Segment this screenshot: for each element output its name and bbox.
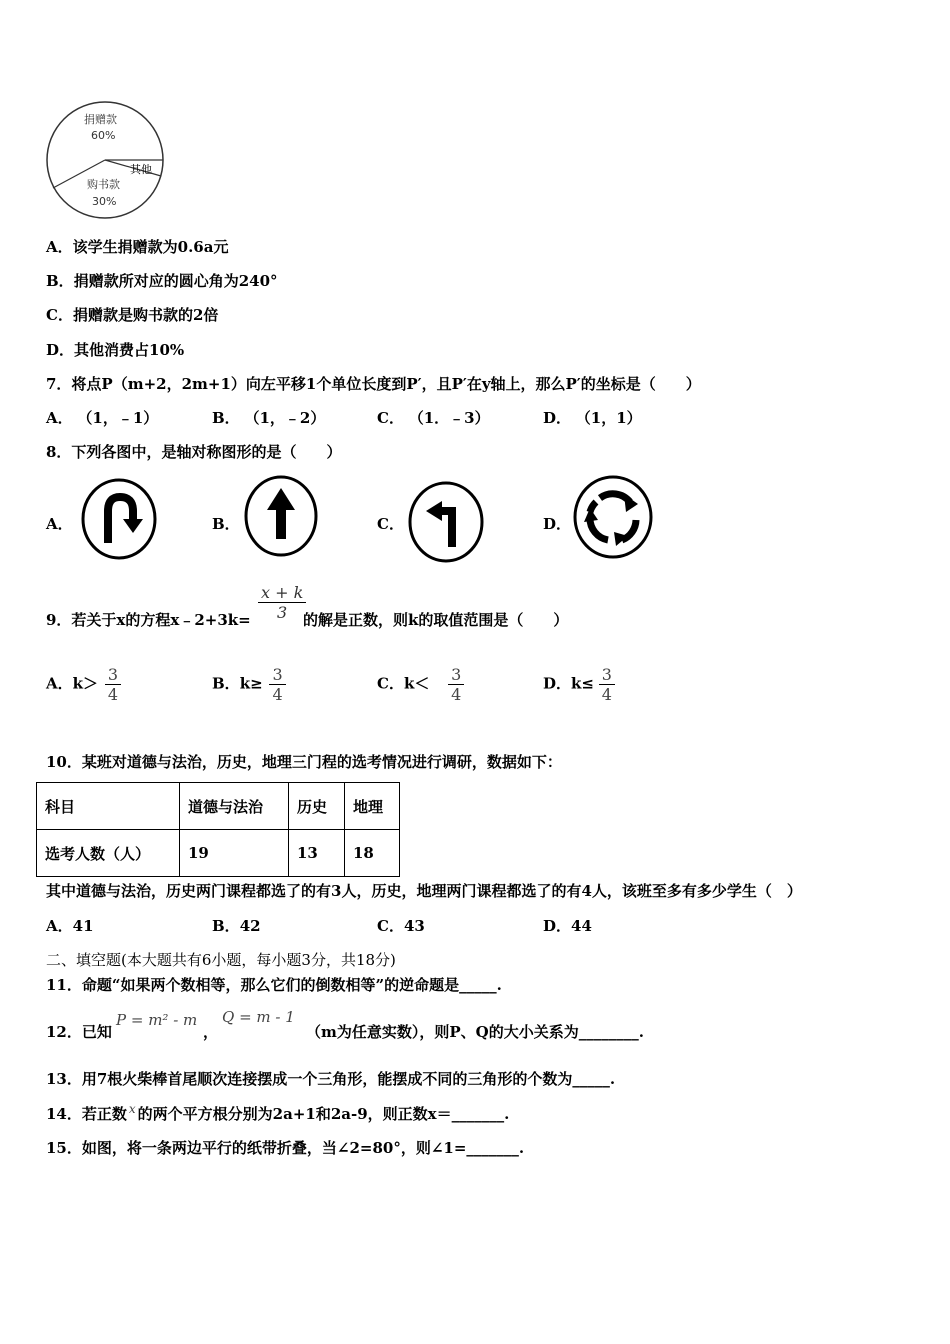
fraction-denominator: 4 [269, 684, 285, 704]
option-letter: A． [46, 917, 73, 935]
table-cell: 19 [180, 830, 289, 877]
option-text: （1，﹣2） [244, 409, 326, 427]
option-letter: B． [46, 272, 74, 290]
q10-table [36, 782, 400, 877]
q12-expr-q: Q = m - 1 [222, 1008, 295, 1026]
fraction-denominator: 3 [258, 602, 306, 622]
option-text: （1，1） [575, 409, 642, 427]
q8-option-c-letter: C． [377, 515, 404, 533]
q15-text: 15．如图，将一条两边平行的纸带折叠，当∠2=80°，则∠1=_______. [46, 1139, 525, 1157]
q10-stem: 10．某班对道德与法治，历史，地理三门程的选考情况进行调研，数据如下： [46, 753, 562, 771]
option-text: 43 [403, 917, 425, 935]
q9-option-a [46, 665, 121, 704]
roundabout-sign-icon [572, 474, 654, 564]
q8-option-b-letter: B． [212, 515, 240, 533]
fraction-denominator: 4 [448, 684, 464, 704]
option-letter: A． [46, 674, 73, 693]
option-letter: C． [46, 306, 73, 324]
left-turn-sign-icon [406, 479, 486, 569]
table-header-cell: 道德与法治 [180, 783, 289, 830]
pie-value-donation: 60% [91, 129, 116, 142]
q14-text [46, 1102, 509, 1124]
table-row [37, 830, 400, 877]
q8-option-a-letter: A． [46, 515, 73, 533]
q9-option-c [377, 665, 464, 704]
q10-option-a [46, 915, 94, 936]
fraction-denominator: 4 [105, 684, 121, 704]
option-letter: A． [46, 238, 73, 256]
option-letter: D． [543, 674, 572, 693]
table-cell: 13 [289, 830, 345, 877]
q7-option-d [543, 407, 642, 428]
up-arrow-sign-icon [243, 474, 319, 562]
q6-option-b [46, 270, 278, 291]
option-letter: D． [543, 917, 572, 935]
q14-var: x [128, 1102, 136, 1116]
fraction-denominator: 4 [599, 684, 615, 704]
option-text: k＜ [403, 674, 430, 693]
fraction-numerator: 3 [601, 665, 612, 684]
table-cell: 选考人数（人） [37, 830, 180, 877]
q12-comma: ， [203, 1023, 219, 1041]
pie-chart [44, 99, 166, 221]
option-letter: C． [377, 674, 404, 693]
option-text: 该学生捐赠款为0.6a元 [72, 238, 229, 256]
q9-option-d [543, 665, 615, 704]
option-letter: A． [46, 409, 73, 427]
q7-stem: 7．将点P（m+2，2m+1）向左平移1个单位长度到P′，且P′在y轴上，那么P′的坐标是（ ） [46, 375, 701, 393]
option-text: 44 [571, 917, 592, 935]
q12-prefix: 12．已知 [46, 1023, 112, 1041]
pie-value-books: 30% [92, 195, 117, 208]
pie-label-donation: 捐赠款 [84, 113, 117, 126]
section-title: 二、填空题(本大题共有6小题，每小题3分，共18分) [46, 951, 396, 969]
option-text: 41 [72, 917, 94, 935]
table-cell: 18 [345, 830, 400, 877]
q6-option-a [46, 236, 228, 257]
fraction-numerator: 3 [451, 665, 462, 684]
q14-suffix: 的两个平方根分别为2a+1和2a-9，则正数x＝_______. [137, 1105, 510, 1123]
q9-stem-after: 的解是正数，则k的取值范围是（ ） [303, 611, 569, 629]
q12-expr-p: P = m² - m [116, 1011, 198, 1029]
pie-label-other: 其他 [130, 163, 152, 176]
q10-option-d [543, 915, 592, 936]
fraction-numerator: 3 [272, 665, 283, 684]
q8-stem: 8．下列各图中，是轴对称图形的是（ ） [46, 443, 342, 461]
q7-option-b [212, 407, 325, 428]
table-header-row [37, 783, 400, 830]
u-turn-sign-icon [80, 477, 160, 565]
option-text: 其他消费占10% [74, 341, 185, 359]
q9-option-b [212, 665, 286, 704]
q14-prefix: 14．若正数 [46, 1105, 127, 1123]
q8-option-d-letter: D． [543, 515, 572, 533]
fraction-numerator: 3 [107, 665, 119, 684]
table-header-cell: 地理 [345, 783, 400, 830]
q9-stem-before: 9．若关于x的方程x﹣2+3k= [46, 611, 251, 629]
fraction-numerator: x + k [261, 583, 304, 602]
option-text: k＞ [72, 674, 99, 693]
option-letter: D． [46, 341, 75, 359]
option-text: （1，﹣1） [77, 409, 159, 427]
q11-text: 11．命题“如果两个数相等，那么它们的倒数相等”的逆命题是_____. [46, 976, 502, 994]
q10-followup: 其中道德与法治，历史两门课程都选了的有3人，历史，地理两门课程都选了的有4人，该班至多有多少学生（ ） [46, 882, 802, 900]
q7-option-a [46, 407, 158, 428]
table-header-cell: 科目 [37, 783, 180, 830]
option-text: k≤ [571, 674, 594, 693]
option-letter: B． [212, 674, 240, 693]
q10-option-c [377, 915, 425, 936]
q12-suffix: （m为任意实数），则P、Q的大小关系为________. [306, 1023, 644, 1041]
option-letter: C． [377, 409, 404, 427]
q6-option-c [46, 304, 218, 325]
q10-option-b [212, 915, 261, 936]
option-text: 捐赠款是购书款的2倍 [72, 306, 219, 324]
option-letter: D． [543, 409, 572, 427]
option-text: 42 [239, 917, 261, 935]
option-text: k≥ [239, 674, 263, 693]
table-header-cell: 历史 [289, 783, 345, 830]
q6-option-d [46, 339, 184, 360]
q9-fraction [258, 583, 306, 622]
option-letter: B． [212, 409, 240, 427]
option-letter: C． [377, 917, 404, 935]
q7-option-c [377, 407, 490, 428]
option-text: （1．﹣3） [408, 409, 490, 427]
q13-text: 13．用7根火柴棒首尾顺次连接摆成一个三角形，能摆成不同的三角形的个数为_____. [46, 1070, 616, 1088]
pie-label-books: 购书款 [87, 178, 120, 191]
option-text: 捐赠款所对应的圆心角为240° [73, 272, 278, 290]
option-letter: B． [212, 917, 240, 935]
